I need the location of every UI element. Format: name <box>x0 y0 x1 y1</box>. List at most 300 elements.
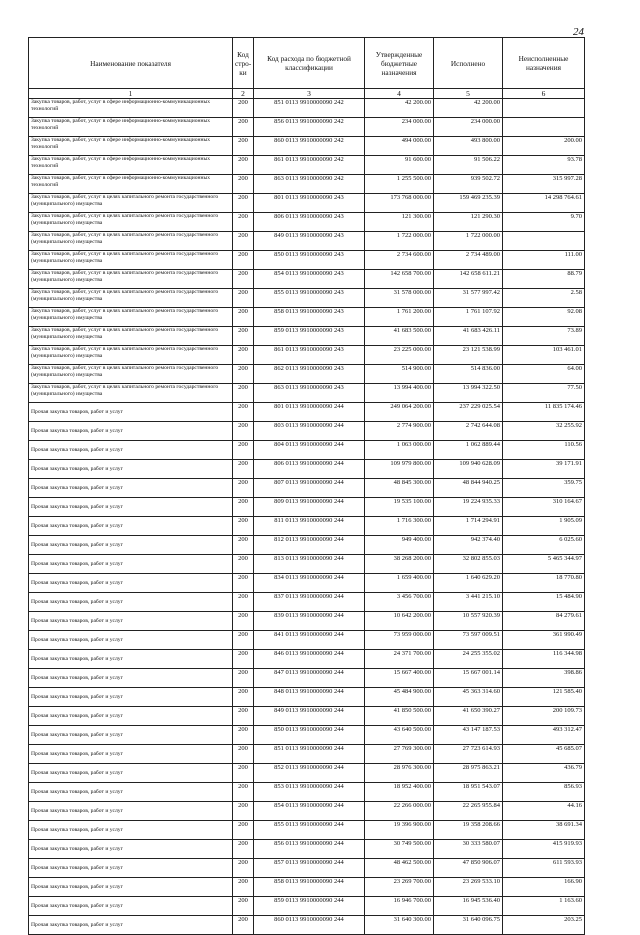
row-name: Прочая закупка товаров, работ и услуг <box>29 859 233 878</box>
row-name: Прочая закупка товаров, работ и услуг <box>29 593 233 612</box>
row-executed: 514 836.00 <box>434 365 503 384</box>
row-budget-code: 859 0113 9910000090 243 <box>254 327 365 346</box>
row-executed: 41 650 390.27 <box>434 707 503 726</box>
row-budget-code: 804 0113 9910000090 244 <box>254 441 365 460</box>
row-executed: 22 265 955.84 <box>434 802 503 821</box>
row-approved: 19 535 100.00 <box>365 498 434 517</box>
row-approved: 2 774 900.00 <box>365 422 434 441</box>
table-row <box>29 460 585 479</box>
table-row <box>29 441 585 460</box>
column-number: 1 <box>29 89 233 99</box>
row-name: Закупка товаров, работ, услуг в сфере информационно-коммуникационных технологий <box>29 137 233 156</box>
row-approved: 41 850 500.00 <box>365 707 434 726</box>
row-approved: 109 979 800.00 <box>365 460 434 479</box>
row-executed: 28 975 863.21 <box>434 764 503 783</box>
row-line-code: 200 <box>233 745 254 764</box>
row-approved: 18 952 400.00 <box>365 783 434 802</box>
row-name: Прочая закупка товаров, работ и услуг <box>29 726 233 745</box>
row-executed: 2 734 489.00 <box>434 251 503 270</box>
row-name: Прочая закупка товаров, работ и услуг <box>29 821 233 840</box>
row-line-code: 200 <box>233 422 254 441</box>
row-executed: 18 951 543.07 <box>434 783 503 802</box>
row-executed: 45 363 314.60 <box>434 688 503 707</box>
table-row <box>29 479 585 498</box>
header-unexecuted: Неисполненные назначения <box>503 38 585 89</box>
row-unexecuted: 166.90 <box>503 878 585 897</box>
row-executed: 31 577 997.42 <box>434 289 503 308</box>
row-approved: 16 946 700.00 <box>365 897 434 916</box>
row-line-code: 200 <box>233 308 254 327</box>
row-unexecuted: 315 997.28 <box>503 175 585 194</box>
row-approved: 173 768 000.00 <box>365 194 434 213</box>
row-unexecuted: 2.58 <box>503 289 585 308</box>
row-name: Закупка товаров, работ, услуг в целях капитального ремонта государственного (муниципального) имущества <box>29 289 233 308</box>
row-line-code: 200 <box>233 498 254 517</box>
table-row <box>29 574 585 593</box>
row-line-code: 200 <box>233 878 254 897</box>
header-approved: Утвержденные бюджетные назначения <box>365 38 434 89</box>
table-row <box>29 422 585 441</box>
row-executed: 942 374.40 <box>434 536 503 555</box>
table-row <box>29 612 585 631</box>
table-row <box>29 289 585 308</box>
row-line-code: 200 <box>233 669 254 688</box>
row-budget-code: 834 0113 9910000090 244 <box>254 574 365 593</box>
row-line-code: 200 <box>233 365 254 384</box>
row-budget-code: 837 0113 9910000090 244 <box>254 593 365 612</box>
column-number: 2 <box>233 89 254 99</box>
table-row <box>29 403 585 422</box>
row-name: Прочая закупка товаров, работ и услуг <box>29 422 233 441</box>
row-executed: 30 333 580.07 <box>434 840 503 859</box>
row-budget-code: 863 0113 9910000090 243 <box>254 384 365 403</box>
table-header-row <box>29 38 585 89</box>
row-executed: 24 255 355.02 <box>434 650 503 669</box>
row-budget-code: 847 0113 9910000090 244 <box>254 669 365 688</box>
row-approved: 38 268 200.00 <box>365 555 434 574</box>
row-unexecuted: 1 163.60 <box>503 897 585 916</box>
row-approved: 48 462 500.00 <box>365 859 434 878</box>
row-approved: 48 845 300.00 <box>365 479 434 498</box>
row-unexecuted: 359.75 <box>503 479 585 498</box>
row-executed: 15 667 001.14 <box>434 669 503 688</box>
row-name: Прочая закупка товаров, работ и услуг <box>29 574 233 593</box>
row-budget-code: 861 0113 9910000090 243 <box>254 346 365 365</box>
table-row <box>29 631 585 650</box>
row-line-code: 200 <box>233 460 254 479</box>
row-budget-code: 849 0113 9910000090 244 <box>254 707 365 726</box>
row-name: Прочая закупка товаров, работ и услуг <box>29 897 233 916</box>
row-executed: 1 062 889.44 <box>434 441 503 460</box>
row-budget-code: 858 0113 9910000090 244 <box>254 878 365 897</box>
row-unexecuted: 77.50 <box>503 384 585 403</box>
row-budget-code: 813 0113 9910000090 244 <box>254 555 365 574</box>
row-budget-code: 856 0113 9910000090 244 <box>254 840 365 859</box>
row-unexecuted: 11 835 174.46 <box>503 403 585 422</box>
row-unexecuted: 103 461.01 <box>503 346 585 365</box>
row-line-code: 200 <box>233 118 254 137</box>
header-executed: Исполнено <box>434 38 503 89</box>
row-line-code: 200 <box>233 612 254 631</box>
row-name: Прочая закупка товаров, работ и услуг <box>29 517 233 536</box>
row-approved: 10 642 200.00 <box>365 612 434 631</box>
row-approved: 22 266 000.00 <box>365 802 434 821</box>
table-row <box>29 251 585 270</box>
row-name: Прочая закупка товаров, работ и услуг <box>29 688 233 707</box>
row-line-code: 200 <box>233 631 254 650</box>
table-row <box>29 270 585 289</box>
row-executed: 1 722 000.00 <box>434 232 503 251</box>
table-row <box>29 878 585 897</box>
table-row <box>29 897 585 916</box>
row-name: Прочая закупка товаров, работ и услуг <box>29 460 233 479</box>
row-line-code: 200 <box>233 916 254 935</box>
row-line-code: 200 <box>233 137 254 156</box>
row-executed: 47 850 906.07 <box>434 859 503 878</box>
row-line-code: 200 <box>233 821 254 840</box>
row-budget-code: 850 0113 9910000090 243 <box>254 251 365 270</box>
row-unexecuted: 39 171.91 <box>503 460 585 479</box>
row-executed: 493 800.00 <box>434 137 503 156</box>
row-executed: 41 683 426.11 <box>434 327 503 346</box>
row-name: Прочая закупка товаров, работ и услуг <box>29 878 233 897</box>
row-approved: 234 000.00 <box>365 118 434 137</box>
row-name: Прочая закупка товаров, работ и услуг <box>29 764 233 783</box>
row-line-code: 200 <box>233 802 254 821</box>
row-budget-code: 858 0113 9910000090 243 <box>254 308 365 327</box>
table-row <box>29 593 585 612</box>
row-budget-code: 809 0113 9910000090 244 <box>254 498 365 517</box>
row-approved: 15 667 400.00 <box>365 669 434 688</box>
column-number: 6 <box>503 89 585 99</box>
row-approved: 19 396 900.00 <box>365 821 434 840</box>
table-row <box>29 156 585 175</box>
row-line-code: 200 <box>233 403 254 422</box>
row-executed: 23 269 533.10 <box>434 878 503 897</box>
row-approved: 31 578 000.00 <box>365 289 434 308</box>
table-row <box>29 726 585 745</box>
row-unexecuted: 203.25 <box>503 916 585 935</box>
row-budget-code: 853 0113 9910000090 244 <box>254 783 365 802</box>
row-line-code: 200 <box>233 156 254 175</box>
row-unexecuted: 111.00 <box>503 251 585 270</box>
table-row <box>29 688 585 707</box>
row-approved: 1 716 300.00 <box>365 517 434 536</box>
row-executed: 48 844 940.25 <box>434 479 503 498</box>
row-approved: 24 371 700.00 <box>365 650 434 669</box>
table-row <box>29 840 585 859</box>
table-row <box>29 707 585 726</box>
row-name: Закупка товаров, работ, услуг в целях капитального ремонта государственного (муниципального) имущества <box>29 232 233 251</box>
row-budget-code: 849 0113 9910000090 243 <box>254 232 365 251</box>
row-unexecuted: 200 109.73 <box>503 707 585 726</box>
row-budget-code: 861 0113 9910000090 242 <box>254 156 365 175</box>
row-unexecuted: 121 585.40 <box>503 688 585 707</box>
header-line-code: Код стро-ки <box>233 38 254 89</box>
row-approved: 249 064 200.00 <box>365 403 434 422</box>
row-executed: 121 290.30 <box>434 213 503 232</box>
row-name: Прочая закупка товаров, работ и услуг <box>29 479 233 498</box>
row-line-code: 200 <box>233 783 254 802</box>
row-budget-code: 851 0113 9910000090 242 <box>254 99 365 118</box>
row-line-code: 200 <box>233 593 254 612</box>
row-name: Закупка товаров, работ, услуг в целях капитального ремонта государственного (муниципального) имущества <box>29 346 233 365</box>
row-budget-code: 863 0113 9910000090 242 <box>254 175 365 194</box>
row-budget-code: 851 0113 9910000090 244 <box>254 745 365 764</box>
row-approved: 23 225 000.00 <box>365 346 434 365</box>
column-number-row <box>29 89 585 99</box>
row-budget-code: 860 0113 9910000090 244 <box>254 916 365 935</box>
table-row <box>29 783 585 802</box>
row-name: Закупка товаров, работ, услуг в целях капитального ремонта государственного (муниципального) имущества <box>29 365 233 384</box>
row-executed: 159 469 235.39 <box>434 194 503 213</box>
table-row <box>29 384 585 403</box>
row-name: Прочая закупка товаров, работ и услуг <box>29 612 233 631</box>
row-unexecuted: 116 344.98 <box>503 650 585 669</box>
row-approved: 494 000.00 <box>365 137 434 156</box>
row-line-code: 200 <box>233 859 254 878</box>
row-name: Закупка товаров, работ, услуг в сфере информационно-коммуникационных технологий <box>29 118 233 137</box>
row-unexecuted: 856.93 <box>503 783 585 802</box>
row-budget-code: 857 0113 9910000090 244 <box>254 859 365 878</box>
row-unexecuted: 611 593.93 <box>503 859 585 878</box>
row-unexecuted: 398.86 <box>503 669 585 688</box>
table-row <box>29 802 585 821</box>
row-line-code: 200 <box>233 726 254 745</box>
table-row <box>29 916 585 935</box>
row-line-code: 200 <box>233 327 254 346</box>
row-name: Прочая закупка товаров, работ и услуг <box>29 555 233 574</box>
row-unexecuted: 45 685.07 <box>503 745 585 764</box>
row-name: Закупка товаров, работ, услуг в целях капитального ремонта государственного (муниципального) имущества <box>29 213 233 232</box>
row-budget-code: 801 0113 9910000090 243 <box>254 194 365 213</box>
row-line-code: 200 <box>233 251 254 270</box>
row-approved: 514 900.00 <box>365 365 434 384</box>
row-line-code: 200 <box>233 764 254 783</box>
row-budget-code: 841 0113 9910000090 244 <box>254 631 365 650</box>
row-name: Закупка товаров, работ, услуг в целях капитального ремонта государственного (муниципального) имущества <box>29 194 233 213</box>
row-approved: 1 722 000.00 <box>365 232 434 251</box>
row-executed: 3 441 215.10 <box>434 593 503 612</box>
table-row <box>29 99 585 118</box>
row-name: Прочая закупка товаров, работ и услуг <box>29 631 233 650</box>
table-row <box>29 821 585 840</box>
row-approved: 42 200.00 <box>365 99 434 118</box>
row-name: Закупка товаров, работ, услуг в целях капитального ремонта государственного (муниципального) имущества <box>29 327 233 346</box>
row-executed: 16 945 536.40 <box>434 897 503 916</box>
row-budget-code: 801 0113 9910000090 244 <box>254 403 365 422</box>
row-unexecuted: 93.78 <box>503 156 585 175</box>
row-executed: 43 147 187.53 <box>434 726 503 745</box>
row-unexecuted: 1 905.09 <box>503 517 585 536</box>
row-unexecuted: 110.56 <box>503 441 585 460</box>
row-approved: 121 300.00 <box>365 213 434 232</box>
row-line-code: 200 <box>233 479 254 498</box>
header-budget-code: Код расхода по бюджетной классификации <box>254 38 365 89</box>
row-executed: 42 200.00 <box>434 99 503 118</box>
row-line-code: 200 <box>233 441 254 460</box>
row-budget-code: 854 0113 9910000090 243 <box>254 270 365 289</box>
table-row <box>29 194 585 213</box>
row-name: Прочая закупка товаров, работ и услуг <box>29 403 233 422</box>
row-approved: 23 269 700.00 <box>365 878 434 897</box>
row-executed: 27 723 614.93 <box>434 745 503 764</box>
row-executed: 109 940 628.09 <box>434 460 503 479</box>
row-name: Закупка товаров, работ, услуг в целях капитального ремонта государственного (муниципального) имущества <box>29 308 233 327</box>
row-name: Закупка товаров, работ, услуг в целях капитального ремонта государственного (муниципального) имущества <box>29 384 233 403</box>
row-approved: 43 640 500.00 <box>365 726 434 745</box>
row-line-code: 200 <box>233 897 254 916</box>
budget-report-table <box>28 37 585 935</box>
row-budget-code: 846 0113 9910000090 244 <box>254 650 365 669</box>
row-approved: 3 456 700.00 <box>365 593 434 612</box>
row-budget-code: 862 0113 9910000090 243 <box>254 365 365 384</box>
row-line-code: 200 <box>233 384 254 403</box>
row-approved: 30 749 500.00 <box>365 840 434 859</box>
row-unexecuted <box>503 118 585 137</box>
row-approved: 1 063 000.00 <box>365 441 434 460</box>
row-unexecuted: 493 312.47 <box>503 726 585 745</box>
row-approved: 45 484 900.00 <box>365 688 434 707</box>
column-number: 3 <box>254 89 365 99</box>
row-approved: 949 400.00 <box>365 536 434 555</box>
row-unexecuted: 32 255.92 <box>503 422 585 441</box>
row-unexecuted: 88.79 <box>503 270 585 289</box>
table-row <box>29 232 585 251</box>
row-budget-code: 856 0113 9910000090 242 <box>254 118 365 137</box>
row-unexecuted <box>503 232 585 251</box>
row-line-code: 200 <box>233 175 254 194</box>
row-approved: 2 734 600.00 <box>365 251 434 270</box>
row-executed: 32 802 855.03 <box>434 555 503 574</box>
row-executed: 1 714 294.91 <box>434 517 503 536</box>
table-row <box>29 498 585 517</box>
table-row <box>29 555 585 574</box>
row-unexecuted: 84 279.61 <box>503 612 585 631</box>
row-budget-code: 839 0113 9910000090 244 <box>254 612 365 631</box>
row-line-code: 200 <box>233 232 254 251</box>
row-executed: 10 557 920.39 <box>434 612 503 631</box>
row-executed: 237 229 025.54 <box>434 403 503 422</box>
row-line-code: 200 <box>233 536 254 555</box>
row-executed: 91 506.22 <box>434 156 503 175</box>
row-approved: 41 683 500.00 <box>365 327 434 346</box>
table-row <box>29 536 585 555</box>
row-approved: 1 255 500.00 <box>365 175 434 194</box>
row-line-code: 200 <box>233 270 254 289</box>
row-unexecuted: 44.16 <box>503 802 585 821</box>
row-unexecuted: 18 770.80 <box>503 574 585 593</box>
row-executed: 142 658 611.21 <box>434 270 503 289</box>
row-executed: 23 121 538.99 <box>434 346 503 365</box>
row-unexecuted: 64.00 <box>503 365 585 384</box>
row-budget-code: 855 0113 9910000090 244 <box>254 821 365 840</box>
row-budget-code: 848 0113 9910000090 244 <box>254 688 365 707</box>
row-approved: 27 769 300.00 <box>365 745 434 764</box>
table-row <box>29 745 585 764</box>
row-name: Прочая закупка товаров, работ и услуг <box>29 783 233 802</box>
row-unexecuted: 6 025.60 <box>503 536 585 555</box>
row-unexecuted: 9.70 <box>503 213 585 232</box>
row-budget-code: 807 0113 9910000090 244 <box>254 479 365 498</box>
row-name: Прочая закупка товаров, работ и услуг <box>29 669 233 688</box>
row-name: Прочая закупка товаров, работ и услуг <box>29 536 233 555</box>
row-line-code: 200 <box>233 840 254 859</box>
table-row <box>29 650 585 669</box>
row-name: Прочая закупка товаров, работ и услуг <box>29 498 233 517</box>
row-name: Закупка товаров, работ, услуг в сфере информационно-коммуникационных технологий <box>29 99 233 118</box>
table-row <box>29 213 585 232</box>
row-unexecuted: 92.08 <box>503 308 585 327</box>
table-row <box>29 118 585 137</box>
row-line-code: 200 <box>233 688 254 707</box>
row-unexecuted: 38 691.34 <box>503 821 585 840</box>
row-name: Закупка товаров, работ, услуг в целях капитального ремонта государственного (муниципального) имущества <box>29 270 233 289</box>
row-line-code: 200 <box>233 707 254 726</box>
column-number: 5 <box>434 89 503 99</box>
row-approved: 1 761 200.00 <box>365 308 434 327</box>
row-name: Прочая закупка товаров, работ и услуг <box>29 650 233 669</box>
row-line-code: 200 <box>233 574 254 593</box>
row-budget-code: 803 0113 9910000090 244 <box>254 422 365 441</box>
row-line-code: 200 <box>233 346 254 365</box>
row-unexecuted: 415 919.93 <box>503 840 585 859</box>
table-row <box>29 308 585 327</box>
row-name: Прочая закупка товаров, работ и услуг <box>29 840 233 859</box>
table-row <box>29 175 585 194</box>
row-budget-code: 806 0113 9910000090 243 <box>254 213 365 232</box>
row-executed: 31 640 096.75 <box>434 916 503 935</box>
row-executed: 13 994 322.50 <box>434 384 503 403</box>
row-unexecuted: 361 990.49 <box>503 631 585 650</box>
page-number: 24 <box>573 26 584 38</box>
row-line-code: 200 <box>233 99 254 118</box>
row-approved: 73 959 000.00 <box>365 631 434 650</box>
header-name: Наименование показателя <box>29 38 233 89</box>
row-line-code: 200 <box>233 289 254 308</box>
row-line-code: 200 <box>233 213 254 232</box>
row-budget-code: 806 0113 9910000090 244 <box>254 460 365 479</box>
row-approved: 13 994 400.00 <box>365 384 434 403</box>
table-row <box>29 764 585 783</box>
row-budget-code: 860 0113 9910000090 242 <box>254 137 365 156</box>
row-budget-code: 854 0113 9910000090 244 <box>254 802 365 821</box>
row-name: Закупка товаров, работ, услуг в сфере информационно-коммуникационных технологий <box>29 156 233 175</box>
row-line-code: 200 <box>233 517 254 536</box>
row-unexecuted: 200.00 <box>503 137 585 156</box>
table-row <box>29 365 585 384</box>
table-body <box>29 99 585 935</box>
row-executed: 1 761 107.92 <box>434 308 503 327</box>
row-unexecuted: 5 465 344.97 <box>503 555 585 574</box>
row-executed: 234 000.00 <box>434 118 503 137</box>
row-unexecuted: 73.89 <box>503 327 585 346</box>
row-budget-code: 852 0113 9910000090 244 <box>254 764 365 783</box>
row-name: Закупка товаров, работ, услуг в целях капитального ремонта государственного (муниципального) имущества <box>29 251 233 270</box>
row-executed: 19 358 208.66 <box>434 821 503 840</box>
row-approved: 31 640 300.00 <box>365 916 434 935</box>
table-row <box>29 517 585 536</box>
row-line-code: 200 <box>233 650 254 669</box>
row-approved: 28 976 300.00 <box>365 764 434 783</box>
table-row <box>29 859 585 878</box>
column-number: 4 <box>365 89 434 99</box>
row-unexecuted: 15 484.90 <box>503 593 585 612</box>
row-executed: 939 502.72 <box>434 175 503 194</box>
row-executed: 1 640 629.20 <box>434 574 503 593</box>
table-row <box>29 346 585 365</box>
row-approved: 91 600.00 <box>365 156 434 175</box>
